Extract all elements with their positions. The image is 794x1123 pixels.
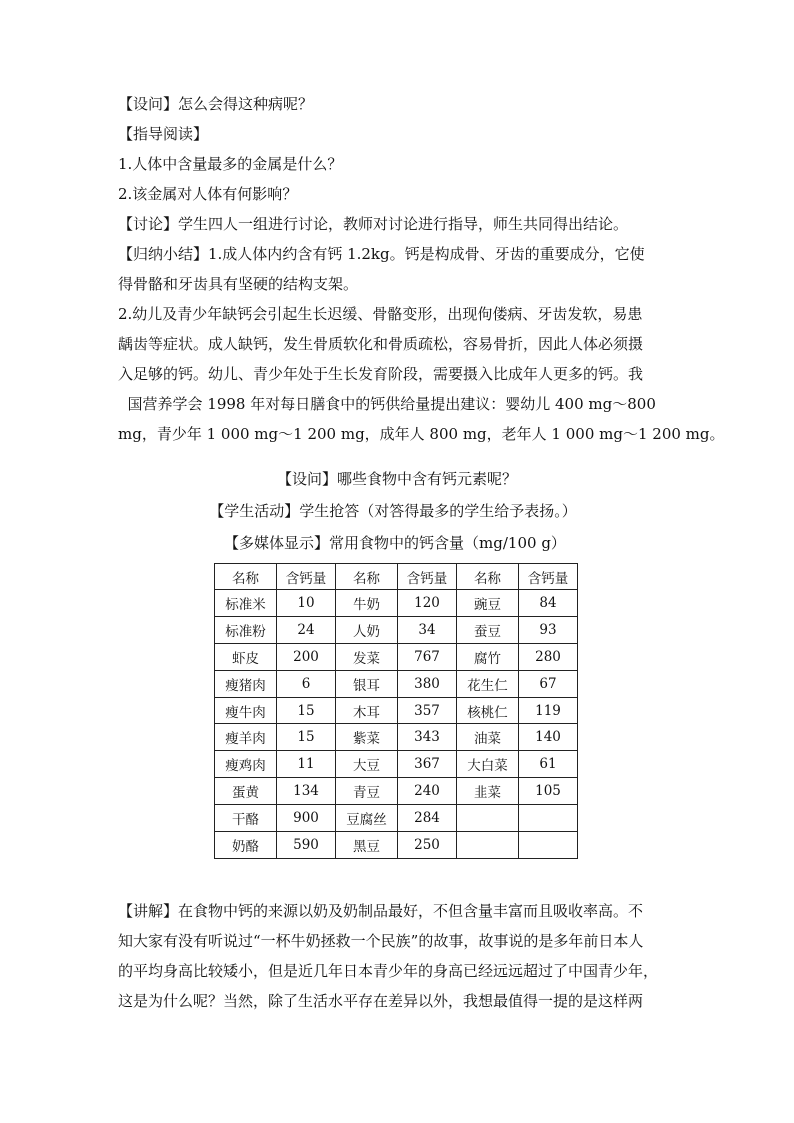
table-cell: 15 [277,697,336,724]
table-cell: 干酪 [215,805,277,832]
table-cell: 银耳 [336,670,398,697]
discussion-line: 【讨论】学生四人一组进行讨论，教师对讨论进行指导，师生共同得出结论。 [118,215,629,233]
summary-line-7: mg，青少年 1 000 mg～1 200 mg，成年人 800 mg，老年人 1 000 mg～1 200 mg。 [118,425,725,443]
summary-line-1: 【归纳小结】1.成人体内约含有钙 1.2kg。钙是构成骨、牙齿的重要成分，它使 [118,245,645,263]
summary-line-4: 龋齿等症状。成人缺钙，发生骨质软化和骨质疏松，容易骨折，因此人体必须摄 [118,335,644,353]
explanation-section [118,896,688,1016]
table-cell: 核桃仁 [457,697,519,724]
table-cell: 105 [519,778,578,805]
table-row [215,643,578,670]
table-cell: 标准米 [215,590,277,617]
table-cell: 67 [519,670,578,697]
table-cell: 豆腐丝 [336,805,398,832]
header-cell: 含钙量 [277,564,336,590]
table-cell: 61 [519,751,578,778]
table-cell: 6 [277,670,336,697]
table-cell: 250 [398,832,457,859]
header-cell: 含钙量 [519,564,578,590]
reading-question-2: 2.该金属对人体有何影响？ [118,185,298,203]
question-line: 【设问】怎么会得这种病呢？ [118,95,314,113]
table-cell: 瘦羊肉 [215,724,277,751]
table-cell: 200 [277,643,336,670]
reading-question-1: 1.人体中含量最多的金属是什么？ [118,155,343,173]
table-cell: 腐竹 [457,643,519,670]
table-cell: 大白菜 [457,751,519,778]
table-cell: 油菜 [457,724,519,751]
table-row [215,616,578,643]
table-header-row [215,564,578,590]
table-cell: 367 [398,751,457,778]
table-cell: 119 [519,697,578,724]
table-row [215,751,578,778]
table-cell: 紫菜 [336,724,398,751]
explanation-line-4: 这是为什么呢？当然，除了生活水平存在差异以外，我想最值得一提的是这样两 [118,992,644,1010]
header-cell: 含钙量 [398,564,457,590]
table-cell: 牛奶 [336,590,398,617]
table-cell: 280 [519,643,578,670]
table-cell: 140 [519,724,578,751]
table-cell: 15 [277,724,336,751]
table-cell: 蚕豆 [457,616,519,643]
table-cell: 大豆 [336,751,398,778]
table-cell [457,832,519,859]
table-cell: 343 [398,724,457,751]
header-cell: 名称 [215,564,277,590]
table-cell [519,805,578,832]
table-cell: 590 [277,832,336,859]
table-cell: 357 [398,697,457,724]
table-cell: 10 [277,590,336,617]
table-cell: 240 [398,778,457,805]
table-cell: 瘦猪肉 [215,670,277,697]
table-cell: 人奶 [336,616,398,643]
table-cell: 284 [398,805,457,832]
table-row [215,670,578,697]
header-cell: 名称 [457,564,519,590]
table-row [215,724,578,751]
table-cell: 木耳 [336,697,398,724]
table-cell: 瘦鸡肉 [215,751,277,778]
question-foods: 【设问】哪些食物中含有钙元素呢？ [276,470,517,488]
table-cell: 93 [519,616,578,643]
table-cell: 瘦牛肉 [215,697,277,724]
table-cell: 奶酪 [215,832,277,859]
table-cell: 标准粉 [215,616,277,643]
table-cell: 花生仁 [457,670,519,697]
table-row [215,590,578,617]
calcium-table [214,563,578,859]
summary-line-5: 入足够的钙。幼儿、青少年处于生长发育阶段，需要摄入比成年人更多的钙。我 [118,365,644,383]
summary-line-6: 国营养学会 1998 年对每日膳食中的钙供给量提出建议：婴幼儿 400 mg～800 [118,395,656,413]
table-cell: 发菜 [336,643,398,670]
table-cell: 11 [277,751,336,778]
table-row [215,805,578,832]
explanation-line-3: 的平均身高比较矮小，但是近几年日本青少年的身高已经远远超过了中国青少年， [118,962,659,980]
student-activity: 【学生活动】学生抢答（对答得最多的学生给予表扬。） [209,502,577,520]
table-cell: 蛋黄 [215,778,277,805]
table-cell [457,805,519,832]
table-cell: 767 [398,643,457,670]
table-cell: 虾皮 [215,643,277,670]
explanation-line-2: 知大家有没有听说过“一杯牛奶拯救一个民族”的故事，故事说的是多年前日本人 [118,932,644,950]
table-cell: 24 [277,616,336,643]
table-cell [519,832,578,859]
table-cell: 韭菜 [457,778,519,805]
explanation-line-1: 【讲解】在食物中钙的来源以奶及奶制品最好，不但含量丰富而且吸收率高。不 [118,902,644,920]
table-row [215,697,578,724]
intro-section [118,89,725,449]
table-cell: 豌豆 [457,590,519,617]
summary-line-3: 2.幼儿及青少年缺钙会引起生长迟缓、骨骼变形，出现佝偻病、牙齿发软，易患 [118,305,643,323]
summary-line-2: 得骨骼和牙齿具有坚硬的结构支架。 [118,275,359,293]
table-caption: 【多媒体显示】常用食物中的钙含量（mg/100 g） [224,534,566,552]
table-row [215,832,578,859]
table-row [215,778,578,805]
table-cell: 34 [398,616,457,643]
table-cell: 青豆 [336,778,398,805]
table-cell: 84 [519,590,578,617]
table-cell: 900 [277,805,336,832]
guided-reading-heading: 【指导阅读】 [118,125,209,143]
table-cell: 134 [277,778,336,805]
table-cell: 黑豆 [336,832,398,859]
header-cell: 名称 [336,564,398,590]
table-cell: 380 [398,670,457,697]
table-cell: 120 [398,590,457,617]
